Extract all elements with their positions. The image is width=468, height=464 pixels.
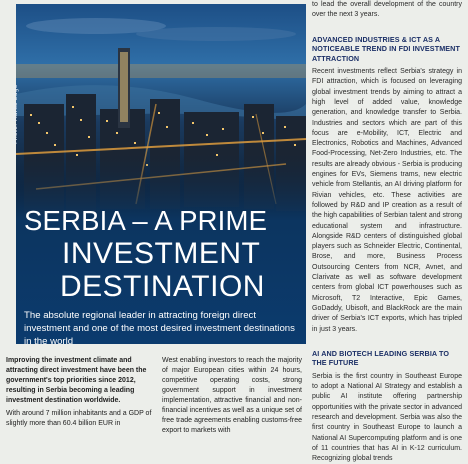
middle-paragraph: West enabling investors to reach the majority of major European cities within 24 hours, competitive operating costs, strong government support in investment implementation, attractive financial and non-financial incentives as well as a unique set of free trade agreements enabling customs-free export to markets with xyxy=(162,357,302,434)
right-column xyxy=(312,0,462,463)
section-heading-ai: AI AND BIOTECH LEADING SERBIA TO THE FUTURE xyxy=(312,348,450,368)
headline-line-2: INVESTMENT xyxy=(62,237,261,270)
middle-column xyxy=(162,356,302,434)
headline-line-1: SERBIA – A PRIME xyxy=(24,205,268,236)
intro-bold-paragraph: Improving the investment climate and attracting direct investment have been the government's top priorities since 2012, resulting in Serbia becoming a leading investment destination worldwide. xyxy=(6,357,147,404)
headline-line-3: DESTINATION xyxy=(60,270,265,303)
photo-credit: Photo: Marko Edge xyxy=(12,84,19,144)
intro-column xyxy=(6,356,156,427)
hero-panel xyxy=(12,4,306,348)
headline xyxy=(24,204,310,303)
section-heading-ict: ADVANCED INDUSTRIES & ICT AS A NOTICEABLE TREND IN FDI INVESTMENT ATTRACTION xyxy=(312,34,460,63)
section-body-ict: Recent investments reflect Serbia's strategy in FDI attraction, which is focused on leveraging global investment trends by aiming to attract a high level of added value, knowledge generation, and knowledge transfer to Serbia. Industries and sectors which are part of this focus are e-Mobility, ICT, Electric and Electronics, Robotics and Machines, Advanced Food-Processing, Net-Zero Industries, etc. The results are already obvious - Serbia is producing engines for EVs, Siemens trams, new electric vehicle from Stellantis, an AI driving platform for Rivian vehicles, etc. These activities are followed by R&D and IP creation as a result of the high capabilities of Serbian talent and strong educational system and infrastructure. Alongside R&D centers of distinguished global players such as Schneider Electric, Continental, Brose, and more, Business Process Outsourcing Centers from NCR, Avnet, and Clarivate as well as software development centers from global ICT powerhouses such as Microsoft, T2 Interactive, Epic Games, GoDaddy, Ubisoft, and BlackRock are the main driver of Serbia's ICT exports, which has tripled in just 3 years. xyxy=(312,68,462,333)
section-body-ai: Serbia is the first country in Southeast Europe to adopt a National AI Strategy and establish a public AI institute offering partnership opportunities with the private sector in advanced research and development. Serbia was also the first country in Southeast Europe to launch a National AI Supercomputing platform and is one of 11 countries that has AI in K-12 curriculum. Recognizing global trends xyxy=(312,372,462,463)
intro-paragraph: With around 7 million inhabitants and a GDP of slightly more than 60.4 billion EUR in xyxy=(6,410,152,427)
subtitle: The absolute regional leader in attracting foreign direct investment and one of the most desired investment destinations in the world xyxy=(24,310,295,348)
lead-paragraph: to lead the overall development of the country over the next 3 years. xyxy=(312,1,462,19)
